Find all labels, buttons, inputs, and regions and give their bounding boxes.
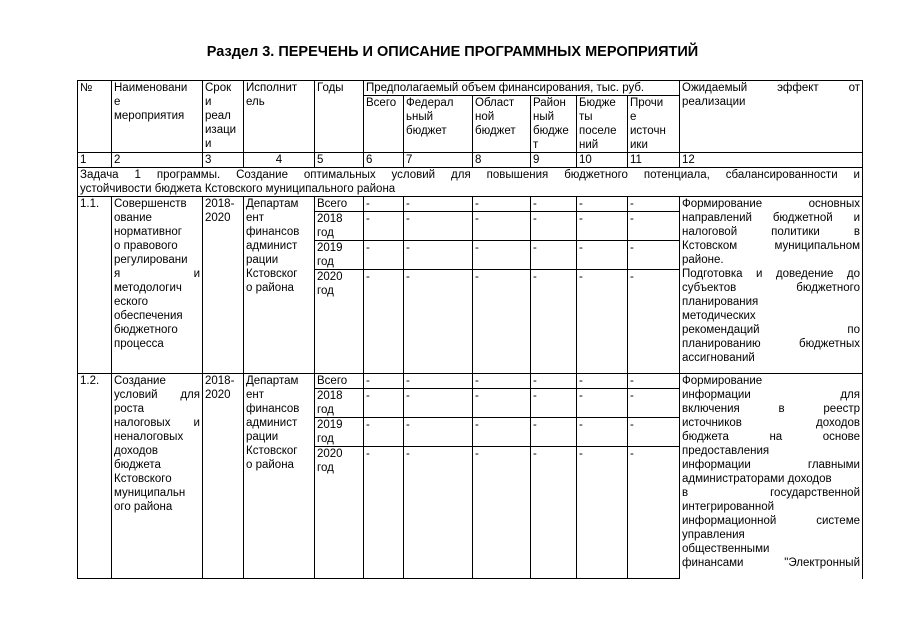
value-cell: - [364, 241, 404, 270]
value-cell: - [404, 197, 473, 212]
row-number: 1.1. [78, 197, 112, 374]
value-cell: - [364, 447, 404, 579]
value-cell: - [404, 270, 473, 374]
col-number: 10 [577, 153, 628, 168]
value-cell: - [473, 212, 531, 241]
value-cell: - [473, 389, 531, 418]
table-row [78, 374, 863, 389]
value-cell: - [473, 197, 531, 212]
header-total: Всего [364, 96, 404, 153]
col-number: 1 [78, 153, 112, 168]
row-number: 1.2. [78, 374, 112, 579]
task-text: Задача 1 программы. Создание оптимальных условий для повышения бюджетного потенциала, сбалансированности и устойчивости бюджета Кстовского муниципального района [78, 168, 863, 197]
value-cell: - [404, 374, 473, 389]
expected-effect: Формирование информации для включения в реестр источников доходов бюджета на основе предоставления информации главными администраторами доходов в государственной интегрированной информационной системе управления общественными финансами "Электронный [680, 374, 863, 579]
year-cell: 2020 год [315, 270, 364, 374]
col-number: 11 [628, 153, 680, 168]
measure-term: 2018- 2020 [203, 374, 244, 579]
header-name: Наименовани е мероприятия [112, 81, 203, 153]
value-cell: - [577, 389, 628, 418]
year-cell: 2019 год [315, 418, 364, 447]
value-cell: - [628, 389, 680, 418]
col-number: 2 [112, 153, 203, 168]
header-federal: Федерал ьный бюджет [404, 96, 473, 153]
value-cell: - [531, 241, 577, 270]
value-cell: - [473, 374, 531, 389]
value-cell: - [577, 241, 628, 270]
section-title: Раздел 3. ПЕРЕЧЕНЬ И ОПИСАНИЕ ПРОГРАММНЫХ МЕРОПРИЯТИЙ [206, 44, 699, 60]
value-cell: - [473, 447, 531, 579]
header-effect: Ожидаемый эффект от реализации [680, 81, 863, 153]
value-cell: - [628, 270, 680, 374]
value-cell: - [577, 270, 628, 374]
value-cell: - [531, 447, 577, 579]
value-cell: - [473, 241, 531, 270]
col-number: 12 [680, 153, 863, 168]
col-number: 3 [203, 153, 244, 168]
value-cell: - [531, 389, 577, 418]
header-executor: Исполнит ель [244, 81, 315, 153]
header-row-1 [78, 81, 863, 96]
value-cell: - [473, 418, 531, 447]
year-cell: Всего [315, 374, 364, 389]
expected-effect: Формирование основных направлений бюджетной и налоговой политики в Кстовском муниципальном районе. Подготовка и доведение до субъектов бюджетного планирования методических рекомендаций по планированию бюджетных ассигнований [680, 197, 863, 374]
year-cell: 2019 год [315, 241, 364, 270]
value-cell: - [364, 389, 404, 418]
header-district: Район ный бюдже т [531, 96, 577, 153]
col-number: 8 [473, 153, 531, 168]
year-cell: 2020 год [315, 447, 364, 579]
value-cell: - [404, 389, 473, 418]
header-term: Срок и реал изаци и [203, 81, 244, 153]
value-cell: - [404, 418, 473, 447]
measure-name: Создание условий для роста налоговых и неналоговых доходов бюджета Кстовского муниципальн ого района [112, 374, 203, 579]
value-cell: - [404, 212, 473, 241]
header-years: Годы [315, 81, 364, 153]
measure-executor: Департам ент финансов админист рации Кстовског о района [244, 197, 315, 374]
value-cell: - [577, 418, 628, 447]
measure-name: Совершенств ование нормативног о правового регулировани я и методологич еского обеспечения бюджетного процесса [112, 197, 203, 374]
value-cell: - [628, 418, 680, 447]
measure-term: 2018- 2020 [203, 197, 244, 374]
value-cell: - [531, 270, 577, 374]
value-cell: - [364, 270, 404, 374]
value-cell: - [404, 447, 473, 579]
value-cell: - [531, 212, 577, 241]
value-cell: - [364, 374, 404, 389]
value-cell: - [628, 212, 680, 241]
value-cell: - [628, 447, 680, 579]
value-cell: - [364, 212, 404, 241]
value-cell: - [628, 197, 680, 212]
value-cell: - [577, 374, 628, 389]
value-cell: - [531, 197, 577, 212]
value-cell: - [473, 270, 531, 374]
col-number: 4 [244, 153, 315, 168]
value-cell: - [531, 374, 577, 389]
year-cell: Всего [315, 197, 364, 212]
col-number: 5 [315, 153, 364, 168]
col-number: 6 [364, 153, 404, 168]
value-cell: - [577, 212, 628, 241]
task-row [78, 168, 863, 197]
header-settlements: Бюдже ты поселе ний [577, 96, 628, 153]
header-other: Прочи е источн ики [628, 96, 680, 153]
value-cell: - [628, 374, 680, 389]
header-funding: Предполагаемый объем финансирования, тыс. руб. [364, 81, 680, 96]
value-cell: - [531, 418, 577, 447]
value-cell: - [404, 241, 473, 270]
value-cell: - [364, 418, 404, 447]
header-regional: Област ной бюджет [473, 96, 531, 153]
col-number: 7 [404, 153, 473, 168]
column-numbers-row [78, 153, 863, 168]
year-cell: 2018 год [315, 212, 364, 241]
value-cell: - [577, 447, 628, 579]
measures-table [77, 80, 863, 579]
value-cell: - [364, 197, 404, 212]
value-cell: - [628, 241, 680, 270]
measure-executor: Департам ент финансов админист рации Кстовског о района [244, 374, 315, 579]
header-no: № [78, 81, 112, 153]
table-row [78, 197, 863, 212]
value-cell: - [577, 197, 628, 212]
col-number: 9 [531, 153, 577, 168]
year-cell: 2018 год [315, 389, 364, 418]
